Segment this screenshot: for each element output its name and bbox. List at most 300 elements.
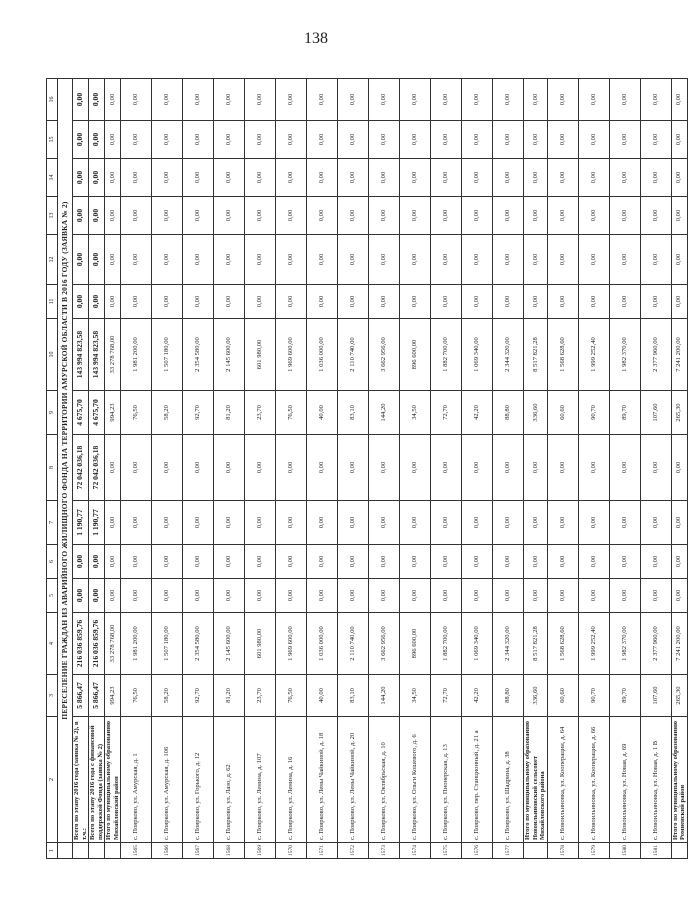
value-cell: 1 568 628,60 (547, 319, 578, 391)
value-cell: 60,60 (547, 391, 578, 435)
value-cell: 0,00 (183, 197, 214, 235)
table-row (245, 79, 276, 859)
value-cell: 0,00 (431, 435, 462, 501)
value-cell: 0,00 (609, 501, 640, 545)
value-cell: 83,10 (338, 675, 369, 717)
table-row (431, 79, 462, 859)
value-cell: 0,00 (462, 79, 493, 121)
value-cell: 0,00 (105, 579, 121, 613)
value-cell: 0,00 (578, 435, 609, 501)
column-number: 1 (47, 843, 58, 859)
value-cell: 0,00 (462, 579, 493, 613)
value-cell: 1 507 180,00 (152, 613, 183, 675)
value-cell: 0,00 (183, 159, 214, 197)
value-cell: 0,00 (609, 79, 640, 121)
value-cell: 0,00 (640, 121, 671, 159)
value-cell: 0,00 (73, 579, 89, 613)
value-cell: 83,10 (338, 391, 369, 435)
value-cell: 7 241 200,00 (671, 613, 687, 675)
value-cell: 0,00 (152, 579, 183, 613)
value-cell: 0,00 (105, 285, 121, 319)
value-cell: 81,20 (214, 675, 245, 717)
value-cell: 90,70 (578, 391, 609, 435)
value-cell: 1 982 370,00 (609, 613, 640, 675)
value-cell: 0,00 (276, 197, 307, 235)
value-cell: 0,00 (671, 159, 687, 197)
value-cell: 0,00 (338, 197, 369, 235)
address-cell: с. Поярково, ул. Лены Чайкиной, д. 20 (338, 717, 369, 843)
value-cell: 4 675,70 (89, 391, 105, 435)
value-cell: 0,00 (276, 545, 307, 579)
value-cell: 0,00 (547, 285, 578, 319)
value-cell: 0,00 (338, 159, 369, 197)
value-cell: 0,00 (524, 435, 547, 501)
value-cell: 0,00 (152, 501, 183, 545)
value-cell: 1 981 200,00 (121, 613, 152, 675)
address-cell: с. Поярково, ул. Амурская, д. 106 (152, 717, 183, 843)
value-cell: 0,00 (183, 501, 214, 545)
value-cell: 0,00 (338, 579, 369, 613)
row-id-cell (105, 843, 121, 859)
value-cell: 0,00 (369, 235, 400, 285)
value-cell: 8 517 821,28 (524, 319, 547, 391)
value-cell: 58,20 (152, 675, 183, 717)
value-cell: 0,00 (89, 121, 105, 159)
value-cell: 1 036 000,00 (307, 613, 338, 675)
value-cell: 0,00 (152, 235, 183, 285)
value-cell: 601 980,00 (245, 613, 276, 675)
value-cell: 0,00 (245, 545, 276, 579)
value-cell: 0,00 (400, 435, 431, 501)
address-cell: с. Поярково, ул. Ленина, д. 107 (245, 717, 276, 843)
value-cell: 0,00 (89, 79, 105, 121)
value-cell: 0,00 (307, 79, 338, 121)
value-cell: 0,00 (431, 159, 462, 197)
value-cell: 0,00 (73, 79, 89, 121)
value-cell: 994,23 (105, 391, 121, 435)
value-cell: 0,00 (245, 121, 276, 159)
value-cell: 2 377 960,00 (640, 613, 671, 675)
value-cell: 40,00 (307, 391, 338, 435)
value-cell: 0,00 (547, 545, 578, 579)
value-cell: 0,00 (276, 579, 307, 613)
value-cell: 0,00 (369, 285, 400, 319)
value-cell: 0,00 (338, 285, 369, 319)
value-cell: 0,00 (524, 159, 547, 197)
value-cell: 0,00 (245, 159, 276, 197)
value-cell: 0,00 (152, 435, 183, 501)
value-cell: 0,00 (578, 285, 609, 319)
value-cell: 0,00 (152, 197, 183, 235)
value-cell: 0,00 (671, 79, 687, 121)
table-row (640, 79, 671, 859)
value-cell: 2 344 320,00 (493, 613, 524, 675)
value-cell: 0,00 (578, 197, 609, 235)
value-cell: 0,00 (400, 545, 431, 579)
row-id-cell: 1580 (609, 843, 640, 859)
value-cell: 0,00 (276, 285, 307, 319)
table-row (493, 79, 524, 859)
value-cell: 2 344 320,00 (493, 319, 524, 391)
row-id-cell: 1573 (369, 843, 400, 859)
value-cell: 0,00 (547, 197, 578, 235)
value-cell: 0,00 (369, 197, 400, 235)
value-cell: 0,00 (671, 579, 687, 613)
address-cell: с. Новоильиновка, ул. Новая, д. 1 В (640, 717, 671, 843)
value-cell: 336,60 (524, 675, 547, 717)
value-cell: 0,00 (369, 435, 400, 501)
value-cell: 0,00 (73, 197, 89, 235)
value-cell: 0,00 (121, 159, 152, 197)
value-cell: 0,00 (307, 579, 338, 613)
value-cell: 1 036 000,00 (307, 319, 338, 391)
column-number: 7 (47, 501, 58, 545)
column-number: 4 (47, 613, 58, 675)
value-cell: 0,00 (369, 545, 400, 579)
value-cell: 0,00 (578, 579, 609, 613)
value-cell: 23,70 (245, 675, 276, 717)
value-cell: 0,00 (462, 235, 493, 285)
address-cell: с. Поярково, ул. Лены Чайкиной, д. 18 (307, 717, 338, 843)
value-cell: 0,00 (338, 435, 369, 501)
value-cell: 0,00 (307, 435, 338, 501)
table-row (400, 79, 431, 859)
row-id-cell: 1571 (307, 843, 338, 859)
value-cell: 0,00 (400, 197, 431, 235)
value-cell: 60,60 (547, 675, 578, 717)
row-id-cell (89, 843, 105, 859)
value-cell: 0,00 (671, 285, 687, 319)
value-cell: 0,00 (671, 545, 687, 579)
value-cell: 0,00 (400, 159, 431, 197)
value-cell: 144,20 (369, 391, 400, 435)
value-cell: 72,70 (431, 675, 462, 717)
value-cell: 42,20 (462, 391, 493, 435)
value-cell: 2 110 740,00 (338, 319, 369, 391)
title-empty-cell (58, 843, 73, 859)
address-cell: с. Поярково, пер. Станционный, д. 21 а (462, 717, 493, 843)
value-cell: 0,00 (245, 197, 276, 235)
value-cell: 107,60 (640, 391, 671, 435)
value-cell: 0,00 (524, 285, 547, 319)
value-cell: 0,00 (121, 285, 152, 319)
address-cell: с. Поярково, ул. Лазо, д. 62 (214, 717, 245, 843)
address-cell: с. Поярково, ул. Ленина, д. 16 (276, 717, 307, 843)
value-cell: 0,00 (493, 159, 524, 197)
table-summary-row (73, 79, 89, 859)
value-cell: 0,00 (338, 501, 369, 545)
row-id-cell: 1569 (245, 843, 276, 859)
row-id-cell: 1579 (578, 843, 609, 859)
address-cell: с. Поярково, ул. Горького, д. 12 (183, 717, 214, 843)
value-cell: 0,00 (307, 235, 338, 285)
value-cell: 0,00 (214, 435, 245, 501)
value-cell: 0,00 (73, 121, 89, 159)
value-cell: 0,00 (431, 79, 462, 121)
value-cell: 0,00 (578, 121, 609, 159)
address-cell: с. Новоильиновка, ул. Кооперации, д. 66 (578, 717, 609, 843)
value-cell: 0,00 (524, 579, 547, 613)
address-cell: с. Поярково, ул. Шадрина, д. 38 (493, 717, 524, 843)
value-cell: 0,00 (609, 579, 640, 613)
table-summary-row (671, 79, 687, 859)
value-cell: 896 600,00 (400, 319, 431, 391)
value-cell: 0,00 (671, 501, 687, 545)
value-cell: 0,00 (105, 197, 121, 235)
value-cell: 92,70 (183, 391, 214, 435)
table-row (183, 79, 214, 859)
value-cell: 1 882 700,00 (431, 319, 462, 391)
value-cell: 0,00 (462, 121, 493, 159)
value-cell: 0,00 (524, 79, 547, 121)
value-cell: 33 278 768,00 (105, 319, 121, 391)
value-cell: 0,00 (493, 121, 524, 159)
value-cell: 0,00 (214, 235, 245, 285)
value-cell: 0,00 (524, 121, 547, 159)
column-number: 9 (47, 391, 58, 435)
value-cell: 0,00 (431, 235, 462, 285)
value-cell: 0,00 (640, 79, 671, 121)
value-cell: 0,00 (105, 435, 121, 501)
value-cell: 0,00 (431, 501, 462, 545)
value-cell: 3 662 956,00 (369, 319, 400, 391)
value-cell: 107,60 (640, 675, 671, 717)
value-cell: 0,00 (493, 545, 524, 579)
value-cell: 0,00 (73, 235, 89, 285)
value-cell: 0,00 (214, 197, 245, 235)
value-cell: 0,00 (121, 197, 152, 235)
value-cell: 1 882 700,00 (431, 613, 462, 675)
value-cell: 0,00 (578, 159, 609, 197)
value-cell: 76,50 (276, 675, 307, 717)
value-cell: 336,60 (524, 391, 547, 435)
value-cell: 144,20 (369, 675, 400, 717)
value-cell: 0,00 (214, 501, 245, 545)
value-cell: 0,00 (105, 79, 121, 121)
value-cell: 0,00 (121, 545, 152, 579)
resettlement-table (46, 78, 688, 859)
column-number: 13 (47, 197, 58, 235)
table-row (369, 79, 400, 859)
address-cell: с. Поярково, ул. Пионерская, д. 13 (431, 717, 462, 843)
value-cell: 88,80 (493, 675, 524, 717)
row-id-cell: 1572 (338, 843, 369, 859)
value-cell: 72 042 036,18 (73, 435, 89, 501)
value-cell: 0,00 (338, 545, 369, 579)
value-cell: 0,00 (276, 159, 307, 197)
value-cell: 5 866,47 (89, 675, 105, 717)
value-cell: 0,00 (276, 501, 307, 545)
value-cell: 0,00 (369, 159, 400, 197)
value-cell: 0,00 (214, 121, 245, 159)
value-cell: 0,00 (578, 545, 609, 579)
column-number: 6 (47, 545, 58, 579)
value-cell: 0,00 (524, 235, 547, 285)
value-cell: 0,00 (462, 285, 493, 319)
row-id-cell: 1576 (462, 843, 493, 859)
value-cell: 0,00 (183, 545, 214, 579)
value-cell: 89,70 (609, 675, 640, 717)
column-number: 16 (47, 79, 58, 121)
value-cell: 0,00 (369, 579, 400, 613)
column-number: 10 (47, 319, 58, 391)
value-cell: 0,00 (276, 435, 307, 501)
table-row (276, 79, 307, 859)
value-cell: 1 507 180,00 (152, 319, 183, 391)
table-title-row (58, 79, 73, 859)
value-cell: 0,00 (307, 501, 338, 545)
value-cell: 0,00 (671, 235, 687, 285)
value-cell: 0,00 (462, 501, 493, 545)
value-cell: 216 036 859,76 (73, 613, 89, 675)
value-cell: 0,00 (400, 121, 431, 159)
value-cell: 0,00 (89, 235, 105, 285)
value-cell: 0,00 (640, 501, 671, 545)
value-cell: 92,70 (183, 675, 214, 717)
value-cell: 3 662 956,00 (369, 613, 400, 675)
value-cell: 0,00 (640, 235, 671, 285)
row-id-cell: 1566 (152, 843, 183, 859)
row-id-cell: 1575 (431, 843, 462, 859)
value-cell: 0,00 (609, 235, 640, 285)
value-cell: 0,00 (89, 285, 105, 319)
address-cell: с. Поярково, ул. Октябрьская, д. 10 (369, 717, 400, 843)
value-cell: 81,20 (214, 391, 245, 435)
column-number: 3 (47, 675, 58, 717)
value-cell: 0,00 (640, 197, 671, 235)
value-cell: 89,70 (609, 391, 640, 435)
value-cell: 72,70 (431, 391, 462, 435)
value-cell: 0,00 (121, 121, 152, 159)
column-number: 2 (47, 717, 58, 843)
value-cell: 0,00 (431, 285, 462, 319)
value-cell: 0,00 (307, 285, 338, 319)
value-cell: 76,50 (121, 391, 152, 435)
value-cell: 0,00 (524, 501, 547, 545)
value-cell: 0,00 (121, 501, 152, 545)
value-cell: 34,50 (400, 675, 431, 717)
table-row (338, 79, 369, 859)
value-cell: 23,70 (245, 391, 276, 435)
value-cell: 0,00 (578, 501, 609, 545)
address-cell: Всего по этапу 2016 года (заявка № 2), в т.ч.: (73, 717, 89, 843)
value-cell: 0,00 (493, 435, 524, 501)
value-cell: 0,00 (400, 579, 431, 613)
value-cell: 7 241 200,00 (671, 319, 687, 391)
table-row (214, 79, 245, 859)
value-cell: 0,00 (307, 159, 338, 197)
value-cell: 0,00 (214, 545, 245, 579)
address-cell: с. Поярково, ул. Ольги Кошевого, д. 6 (400, 717, 431, 843)
value-cell: 0,00 (183, 579, 214, 613)
value-cell: 5 866,47 (73, 675, 89, 717)
address-cell: с. Новоильиновка, ул. Новая, д. 69 (609, 717, 640, 843)
value-cell: 2 110 740,00 (338, 613, 369, 675)
value-cell: 0,00 (121, 579, 152, 613)
value-cell: 0,00 (214, 285, 245, 319)
value-cell: 994,23 (105, 675, 121, 717)
value-cell: 0,00 (183, 121, 214, 159)
address-cell: Итого по муниципальному образованию Михайловский район (105, 717, 121, 843)
column-number: 12 (47, 235, 58, 285)
value-cell: 0,00 (640, 579, 671, 613)
value-cell: 216 036 859,76 (89, 613, 105, 675)
column-number: 15 (47, 121, 58, 159)
value-cell: 0,00 (547, 79, 578, 121)
value-cell: 0,00 (73, 285, 89, 319)
value-cell: 8 517 821,28 (524, 613, 547, 675)
value-cell: 0,00 (462, 545, 493, 579)
address-cell: с. Поярково, ул. Амурская, д. 1 (121, 717, 152, 843)
value-cell: 0,00 (400, 235, 431, 285)
value-cell: 0,00 (338, 121, 369, 159)
value-cell: 0,00 (276, 79, 307, 121)
value-cell: 0,00 (276, 121, 307, 159)
value-cell: 0,00 (493, 197, 524, 235)
value-cell: 0,00 (524, 545, 547, 579)
value-cell: 58,20 (152, 391, 183, 435)
value-cell: 0,00 (89, 159, 105, 197)
value-cell: 0,00 (73, 159, 89, 197)
value-cell: 1 969 600,00 (276, 613, 307, 675)
address-cell: Итого по муниципальному образованию Ромненский район (671, 717, 687, 843)
value-cell: 0,00 (609, 435, 640, 501)
address-cell: Итого по муниципальному образованию Новоильиновский сельсовет Михайловского района (524, 717, 547, 843)
value-cell: 0,00 (578, 79, 609, 121)
value-cell: 0,00 (245, 79, 276, 121)
value-cell: 0,00 (245, 285, 276, 319)
value-cell: 0,00 (121, 79, 152, 121)
value-cell: 0,00 (524, 197, 547, 235)
value-cell: 33 278 768,00 (105, 613, 121, 675)
value-cell: 72 042 036,18 (89, 435, 105, 501)
value-cell: 1 969 600,00 (276, 319, 307, 391)
value-cell: 0,00 (547, 435, 578, 501)
value-cell: 1 999 252,40 (578, 613, 609, 675)
value-cell: 0,00 (671, 121, 687, 159)
value-cell: 0,00 (400, 79, 431, 121)
value-cell: 0,00 (609, 197, 640, 235)
value-cell: 0,00 (245, 235, 276, 285)
value-cell: 0,00 (89, 545, 105, 579)
value-cell: 0,00 (152, 545, 183, 579)
column-number: 8 (47, 435, 58, 501)
value-cell: 0,00 (547, 235, 578, 285)
value-cell: 0,00 (640, 285, 671, 319)
value-cell: 0,00 (307, 121, 338, 159)
value-cell: 0,00 (214, 159, 245, 197)
table-row (609, 79, 640, 859)
page-number: 138 (304, 30, 328, 47)
value-cell: 0,00 (152, 159, 183, 197)
row-id-cell: 1567 (183, 843, 214, 859)
value-cell: 0,00 (105, 235, 121, 285)
value-cell: 0,00 (640, 159, 671, 197)
value-cell: 0,00 (431, 579, 462, 613)
value-cell: 0,00 (245, 579, 276, 613)
value-cell: 1 069 340,00 (462, 613, 493, 675)
value-cell: 0,00 (462, 435, 493, 501)
value-cell: 601 980,00 (245, 319, 276, 391)
value-cell: 0,00 (276, 235, 307, 285)
value-cell: 0,00 (547, 159, 578, 197)
value-cell: 34,50 (400, 391, 431, 435)
value-cell: 0,00 (105, 121, 121, 159)
value-cell: 0,00 (214, 79, 245, 121)
value-cell: 0,00 (671, 197, 687, 235)
table-row (578, 79, 609, 859)
table-summary-row (105, 79, 121, 859)
